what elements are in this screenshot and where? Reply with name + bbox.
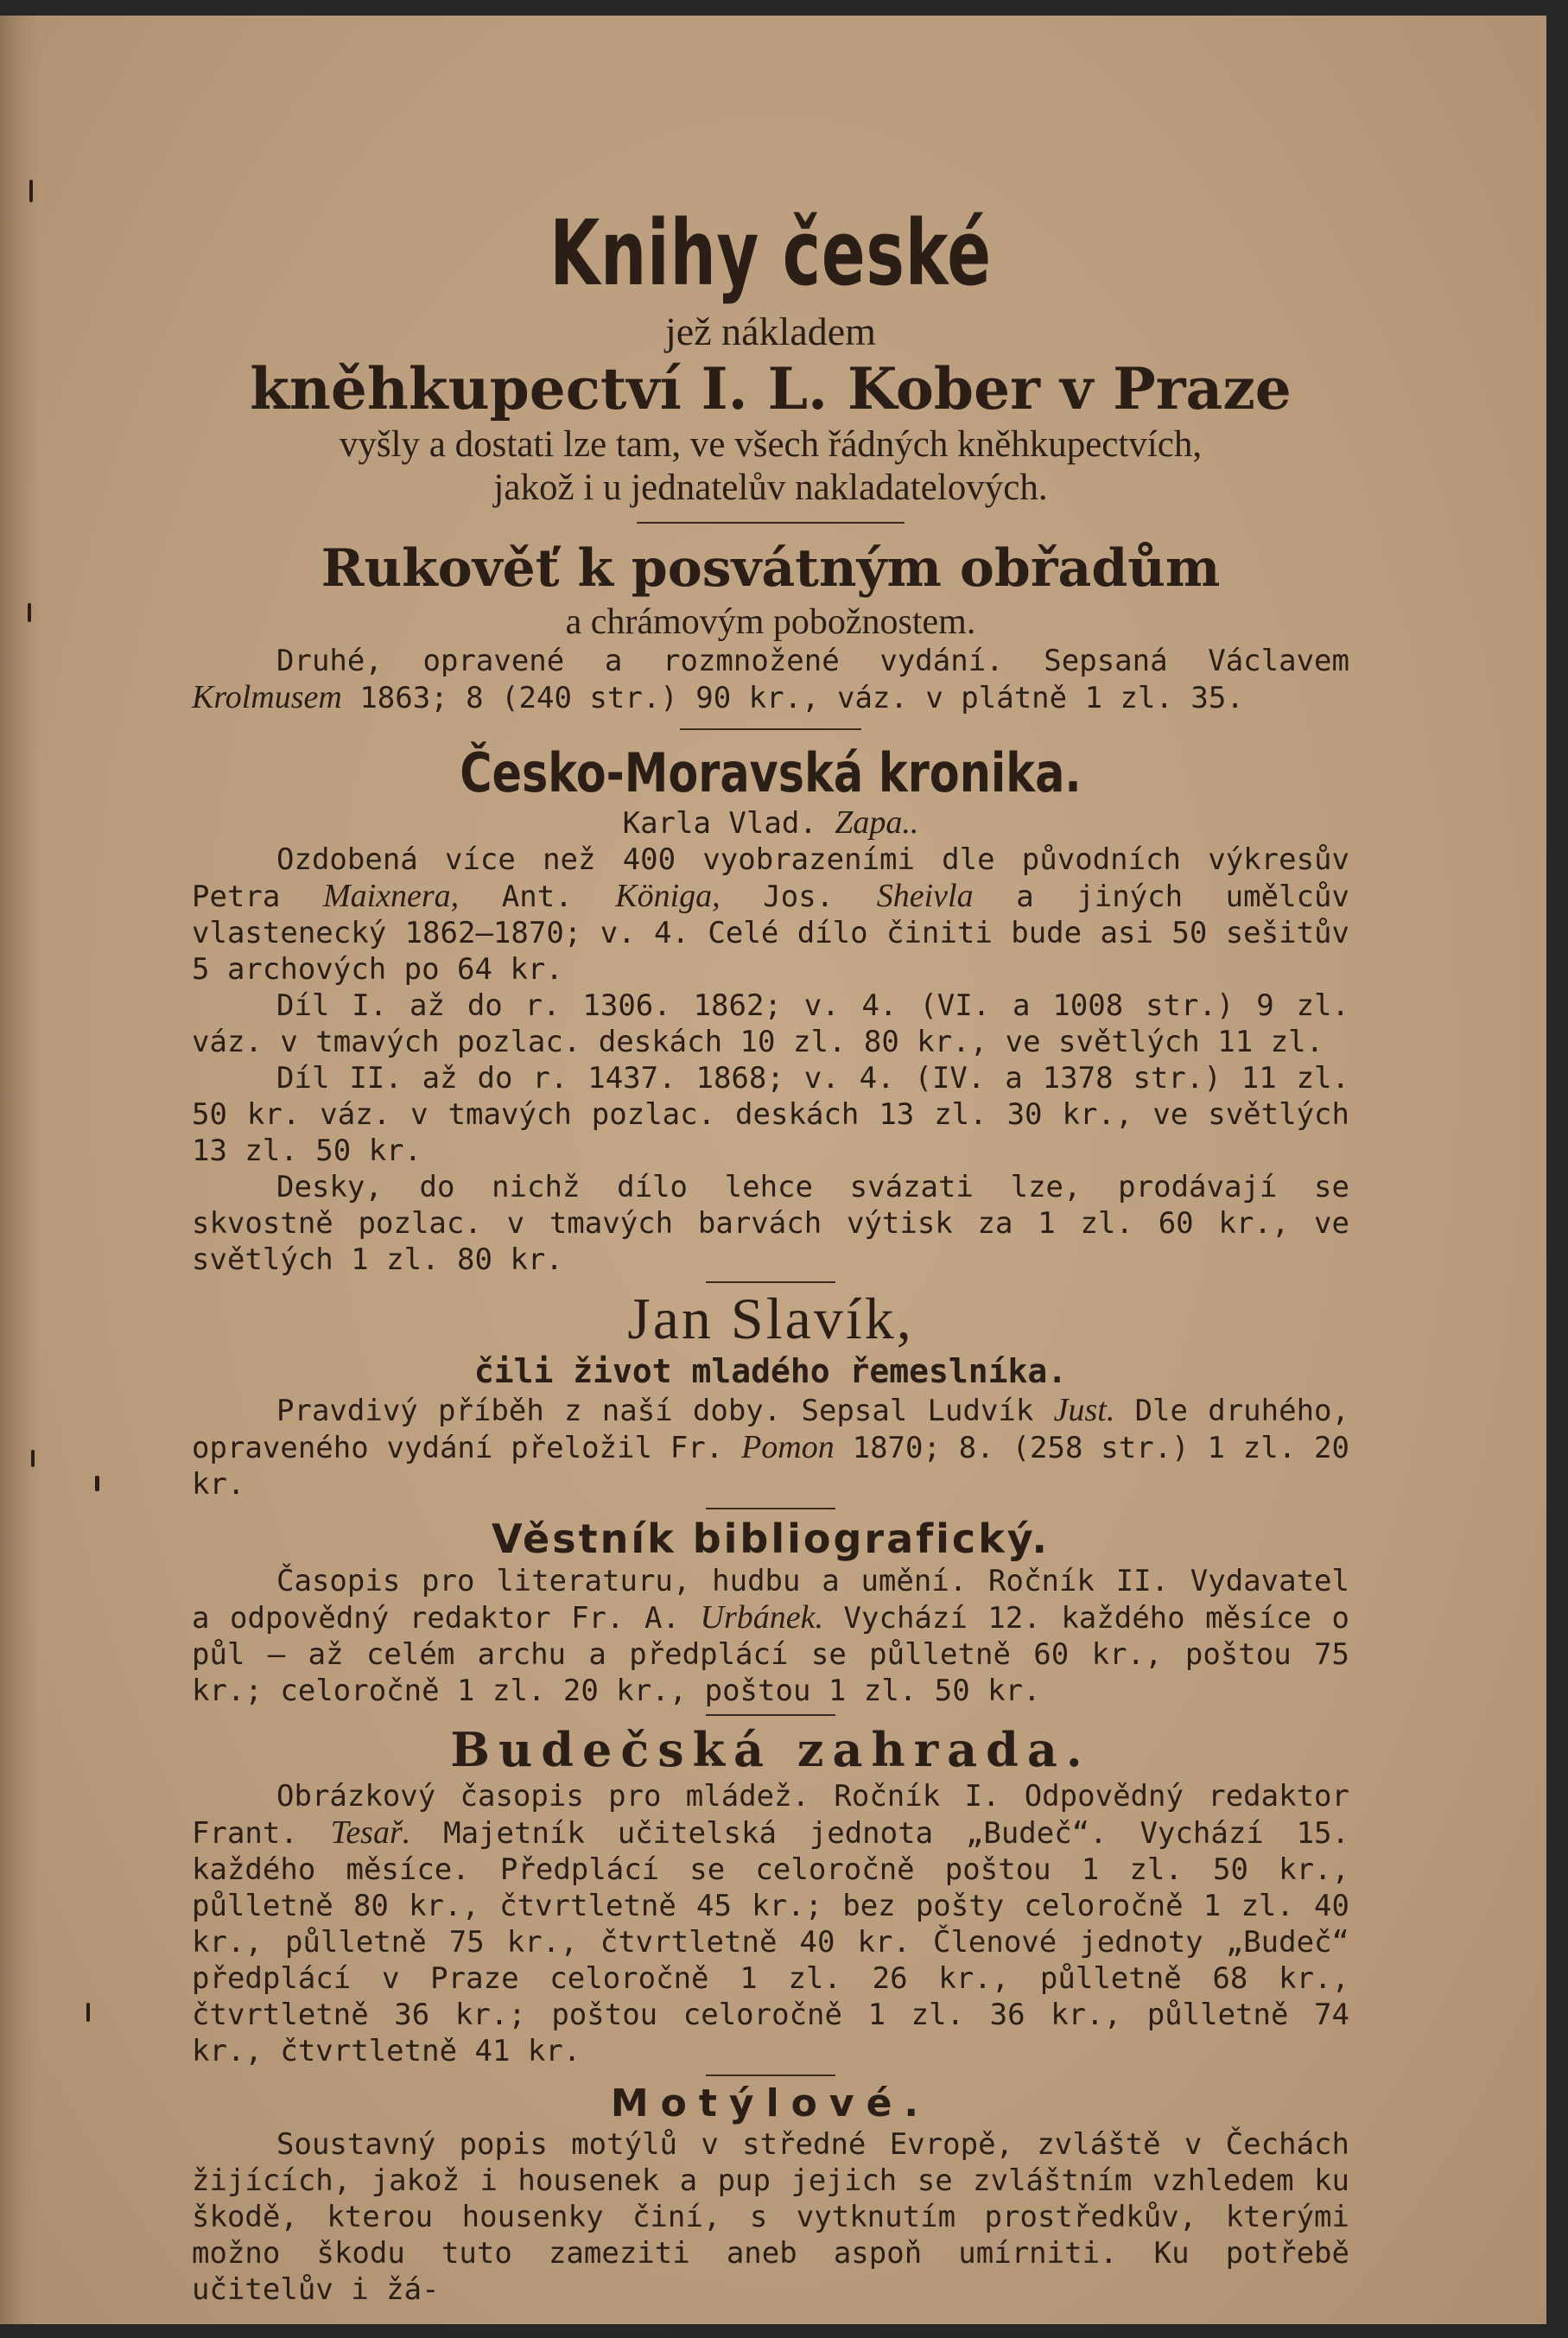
book-description: Soustavný popis motýlů v středné Evropě, zvláště v Čechách žijících, jakož i housenek a pup jejich se zvláštním vzhledem ku škodě, kterou housenky činí, s vytknutím prostředkův, kterými možno škodu tuto zameziti aneb aspoň umírniti. Ku potřebě učitelův i žá- (192, 2127, 1349, 2307)
book-subtitle: čili život mladého řemeslníka. (473, 1352, 1068, 1390)
book-subtitle: a chrámovým pobožnostem. (565, 602, 976, 642)
margin-mark (31, 1450, 35, 1467)
book-entry (192, 1515, 1349, 1709)
page-content (192, 197, 1349, 2308)
book-description: Pravdivý příběh z naší doby. Sepsal Ludvík Just. Dle druhého, opraveného vydání přeložil Fr. Pomon 1870; 8. (258 str.) 1 zl. 20 kr. (192, 1392, 1349, 1502)
book-title: Motýlové. (610, 2081, 931, 2125)
availability-line-1: vyšly a dostati lze tam, ve všech řádných kněhkupectvích, (339, 424, 1203, 465)
publisher-name: kněhkupectví I. L. Kober v Praze (250, 355, 1292, 422)
margin-mark (29, 180, 33, 202)
book-title: Budečská zahrada. (450, 1722, 1091, 1777)
divider (637, 522, 905, 524)
header-subtitle: jež nákladem (665, 309, 876, 353)
book-entry (192, 536, 1349, 716)
book-title: Rukověť k posvátným obřadům (321, 538, 1221, 599)
book-author: Karla Vlad. Zapa.. (622, 804, 919, 841)
header (192, 197, 1349, 510)
divider (706, 1714, 835, 1716)
book-title: Česko-Moravská kronika. (460, 741, 1082, 804)
book-description: Ozdobená více než 400 vyobrazeními dle původních výkresův Petra Maixnera, Ant. Königa, Jos. Sheivla a jiných umělcův vlastenecký 1862—1870; v. 4. Celé dílo činiti bude asi 50 sešitův 5 archových po 64 kr. (192, 842, 1349, 987)
book-entry (192, 2081, 1349, 2308)
page-title: Knihy české (549, 200, 992, 306)
book-entry (192, 1287, 1349, 1503)
book-volume-2: Díl II. až do r. 1437. 1868; v. 4. (IV. a 1378 str.) 11 zl. 50 kr. váz. v tmavých pozlac. deskách 13 zl. 30 kr., ve světlých 13 zl. 50 kr. (192, 1061, 1349, 1168)
book-description: Druhé, opravené a rozmnožené vydání. Sepsaná Václavem Krolmusem 1863; 8 (240 str.) 90 kr., váz. v plátně 1 zl. 35. (192, 644, 1349, 715)
margin-mark (95, 1476, 99, 1491)
book-description: Obrázkový časopis pro mládež. Ročník I. Odpovědný redaktor Frant. Tesař. Majetník učitelská jednota „Budeč“. Vychází 15. každého měsíce. Předplácí se celoročně poštou 1 zl. 50 kr., půlletně 80 kr., čtvrtletně 45 kr.; bez pošty celoročně 1 zl. 40 kr., půlletně 75 kr., čtvrtletně 40 kr. Členové jednoty „Budeč“ předplácí v Praze celoročně 1 zl. 26 kr., půlletně 68 kr., čtvrtletně 36 kr.; poštou celoročně 1 zl. 36 kr., půlletně 74 kr., čtvrtletně 41 kr. (192, 1779, 1349, 2068)
divider (706, 1281, 835, 1283)
availability-line-2: jakož i u jednatelův nakladatelových. (493, 467, 1048, 508)
book-title: Jan Slavík, (627, 1286, 914, 1351)
divider (706, 2074, 835, 2076)
book-entry (192, 742, 1349, 1278)
book-description: Časopis pro literaturu, hudbu a umění. Ročník II. Vydavatel a odpovědný redaktor Fr. A. Urbánek. Vychází 12. každého měsíce o půl — až celém archu a předplácí se půlletně 60 kr., poštou 75 kr.; celoročně 1 zl. 20 kr., poštou 1 zl. 50 kr. (192, 1564, 1349, 1708)
margin-mark (28, 603, 31, 622)
book-covers: Desky, do nichž dílo lehce svázati lze, prodávají se skvostně pozlac. v tmavých barvách výtisk za 1 zl. 60 kr., ve světlých 1 zl. 80 kr. (192, 1170, 1349, 1277)
divider (680, 728, 861, 730)
book-entry (192, 1721, 1349, 2069)
divider (706, 1508, 835, 1509)
margin-mark (86, 2003, 90, 2022)
book-binding-edge (0, 16, 40, 2324)
scanned-page (0, 16, 1546, 2324)
book-title: Věstník bibliografický. (491, 1515, 1051, 1562)
book-volume-1: Díl I. až do r. 1306. 1862; v. 4. (VI. a 1008 str.) 9 zl. váz. v tmavých pozlac. deskách 10 zl. 80 kr., ve světlých 11 zl. (192, 988, 1349, 1059)
